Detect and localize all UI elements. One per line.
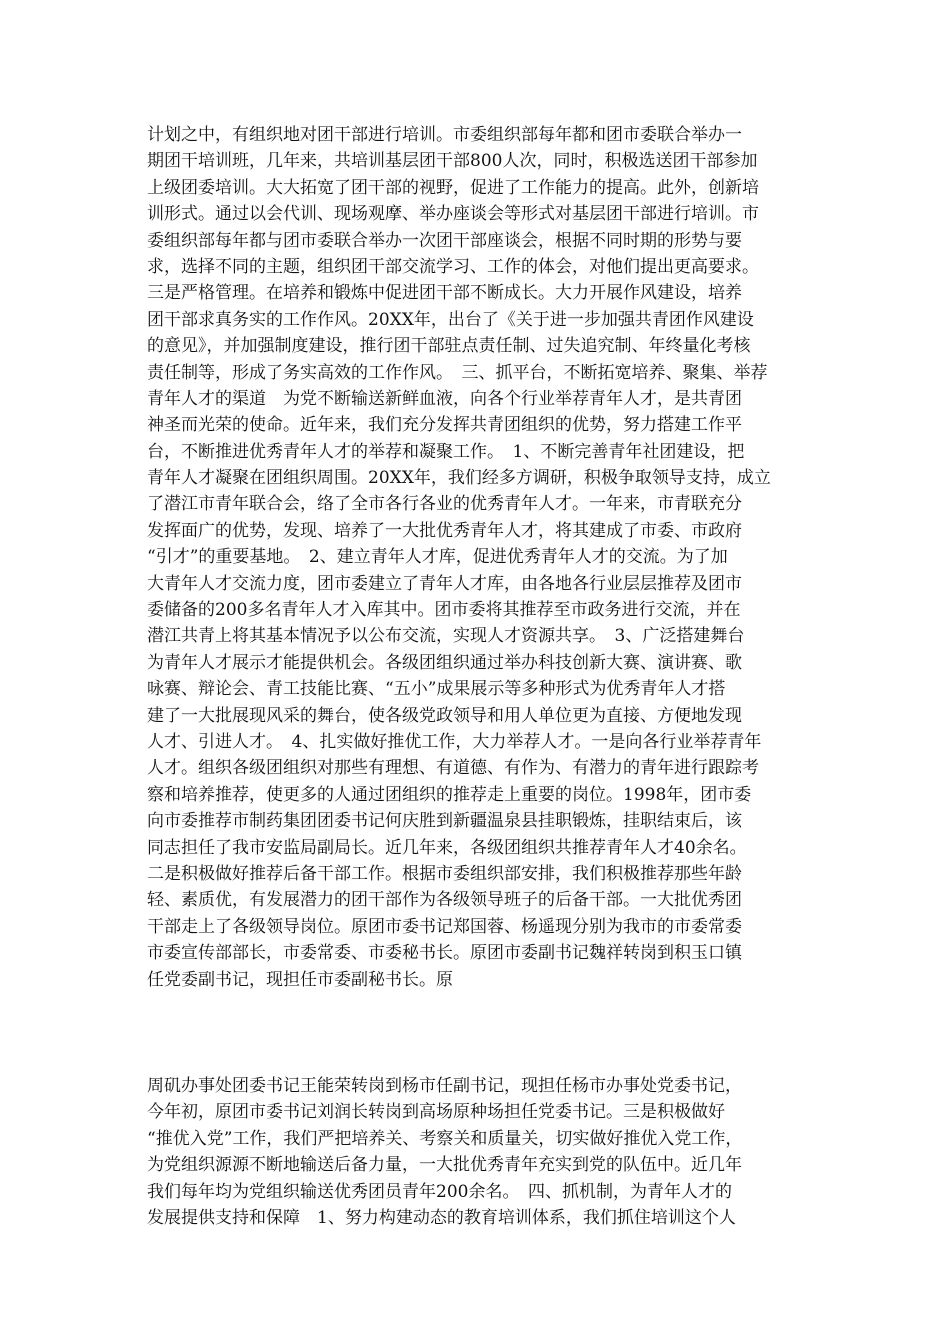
- text-line: 发展提供支持和保障 1、努力构建动态的教育培训体系，我们抓住培训这个人: [147, 1207, 736, 1228]
- text-line: “推优入党”工作，我们严把培养关、考察关和质量关，切实做好推优入党工作，: [147, 1128, 743, 1149]
- text-line: 的意见》，并加强制度建设，推行团干部驻点责任制、过失追究制、年终量化考核: [147, 336, 751, 357]
- text-line: 台，不断推进优秀青年人才的举荐和凝聚工作。 1、不断完善青年社团建设，把: [147, 441, 745, 462]
- text-line: 建了一大批展现风采的舞台，使各级党政领导和用人单位更为直接、方便地发现: [147, 705, 742, 726]
- text-line: 责任制等，形成了务实高效的工作作风。 三、抓平台，不断拓宽培养、聚集、举荐: [147, 362, 768, 383]
- text-line: 咏赛、辩论会、青工技能比赛、“五小”成果展示等多种形式为优秀青年人才搭: [147, 679, 726, 700]
- text-block-1: [147, 122, 807, 993]
- text-line: 同志担任了我市安监局副局长。近几年来，各级团组织共推荐青年人才40余名。: [147, 837, 747, 858]
- text-line: 向市委推荐市制药集团团委书记何庆胜到新疆温泉县挂职锻炼，挂职结束后，该: [147, 811, 742, 832]
- text-line: 大青年人才交流力度，团市委建立了青年人才库，由各地各行业层层推荐及团市: [147, 573, 742, 594]
- text-line: 人才。组织各级团组织对那些有理想、有道德、有作为、有潜力的青年进行跟踪考: [147, 758, 759, 779]
- text-line: 期团干培训班，几年来，共培训基层团干部800人次，同时，积极选送团干部参加: [147, 151, 758, 172]
- text-line: 上级团委培训。大大拓宽了团干部的视野，促进了工作能力的提高。此外，创新培: [147, 177, 759, 198]
- text-line: 我们每年均为党组织输送优秀团员青年200余名。 四、抓机制，为青年人才的: [147, 1181, 732, 1202]
- text-line: 委组织部每年都与团市委联合举办一次团干部座谈会，根据不同时期的形势与要: [147, 230, 742, 251]
- text-line: 团干部求真务实的工作作风。20XX年，出台了《关于进一步加强共青团作风建设: [147, 309, 754, 330]
- text-line: 市委宣传部部长，市委常委、市委秘书长。原团市委副书记魏祥转岗到积玉口镇: [147, 943, 742, 964]
- text-line: 人才、引进人才。 4、扎实做好推优工作，大力举荐人才。一是向各行业举荐青年: [147, 731, 762, 752]
- text-line: 计划之中，有组织地对团干部进行培训。市委组织部每年都和团市委联合举办一: [147, 125, 742, 145]
- text-line: 求，选择不同的主题，组织团干部交流学习、工作的体会，对他们提出更高要求。: [147, 256, 759, 277]
- text-line: 青年人才的渠道 为党不断输送新鲜血液，向各个行业举荐青年人才，是共青团: [147, 388, 742, 409]
- text-line: 二是积极做好推荐后备干部工作。根据市委组织部安排，我们积极推荐那些年龄: [147, 863, 742, 884]
- text-line: 为党组织源源不断地输送后备力量，一大批优秀青年充实到党的队伍中。近几年: [147, 1155, 742, 1176]
- text-line: 发挥面广的优势，发现、培养了一大批优秀青年人才，将其建成了市委、市政府: [147, 520, 742, 541]
- text-line: 今年初，原团市委书记刘润长转岗到高场原种场担任党委书记。三是积极做好: [147, 1102, 725, 1123]
- text-line: 三是严格管理。在培养和锻炼中促进团干部不断成长。大力开展作风建设，培养: [147, 283, 742, 304]
- text-line: 神圣而光荣的使命。近年来，我们充分发挥共青团组织的优势，努力搭建工作平: [147, 415, 742, 436]
- text-line: 任党委副书记，现担任市委副秘书长。原: [147, 969, 453, 990]
- text-line: 察和培养推荐，使更多的人通过团组织的推荐走上重要的岗位。1998年，团市委: [147, 784, 752, 805]
- text-line: “引才”的重要基地。 2、建立青年人才库，促进优秀青年人才的交流。为了加: [147, 547, 728, 568]
- text-line: 潜江共青上将其基本情况予以公布交流，实现人才资源共享。 3、广泛搭建舞台: [147, 626, 745, 647]
- text-line: 委储备的200多名青年人才入库其中。团市委将其推荐至市政务进行交流，并在: [147, 600, 741, 621]
- text-line: 轻、素质优，有发展潜力的团干部作为各级领导班子的后备干部。一大批优秀团: [147, 890, 742, 911]
- text-line: 周矶办事处团委书记王能荣转岗到杨市任副书记，现担任杨市办事处党委书记，: [147, 1076, 742, 1096]
- text-line: 青年人才凝聚在团组织周围。20XX年，我们经多方调研，积极争取领导支持，成立: [147, 468, 771, 489]
- text-block-2: [147, 1073, 807, 1231]
- text-line: 为青年人才展示才能提供机会。各级团组织通过举办科技创新大赛、演讲赛、歌: [147, 652, 742, 673]
- text-line: 干部走上了各级领导岗位。原团市委书记郑国蓉、杨遥现分别为我市的市委常委: [147, 916, 742, 937]
- text-line: 了潜江市青年联合会，络了全市各行各业的优秀青年人才。一年来，市青联充分: [147, 494, 742, 515]
- text-line: 训形式。通过以会代训、现场观摩、举办座谈会等形式对基层团干部进行培训。市: [147, 204, 759, 225]
